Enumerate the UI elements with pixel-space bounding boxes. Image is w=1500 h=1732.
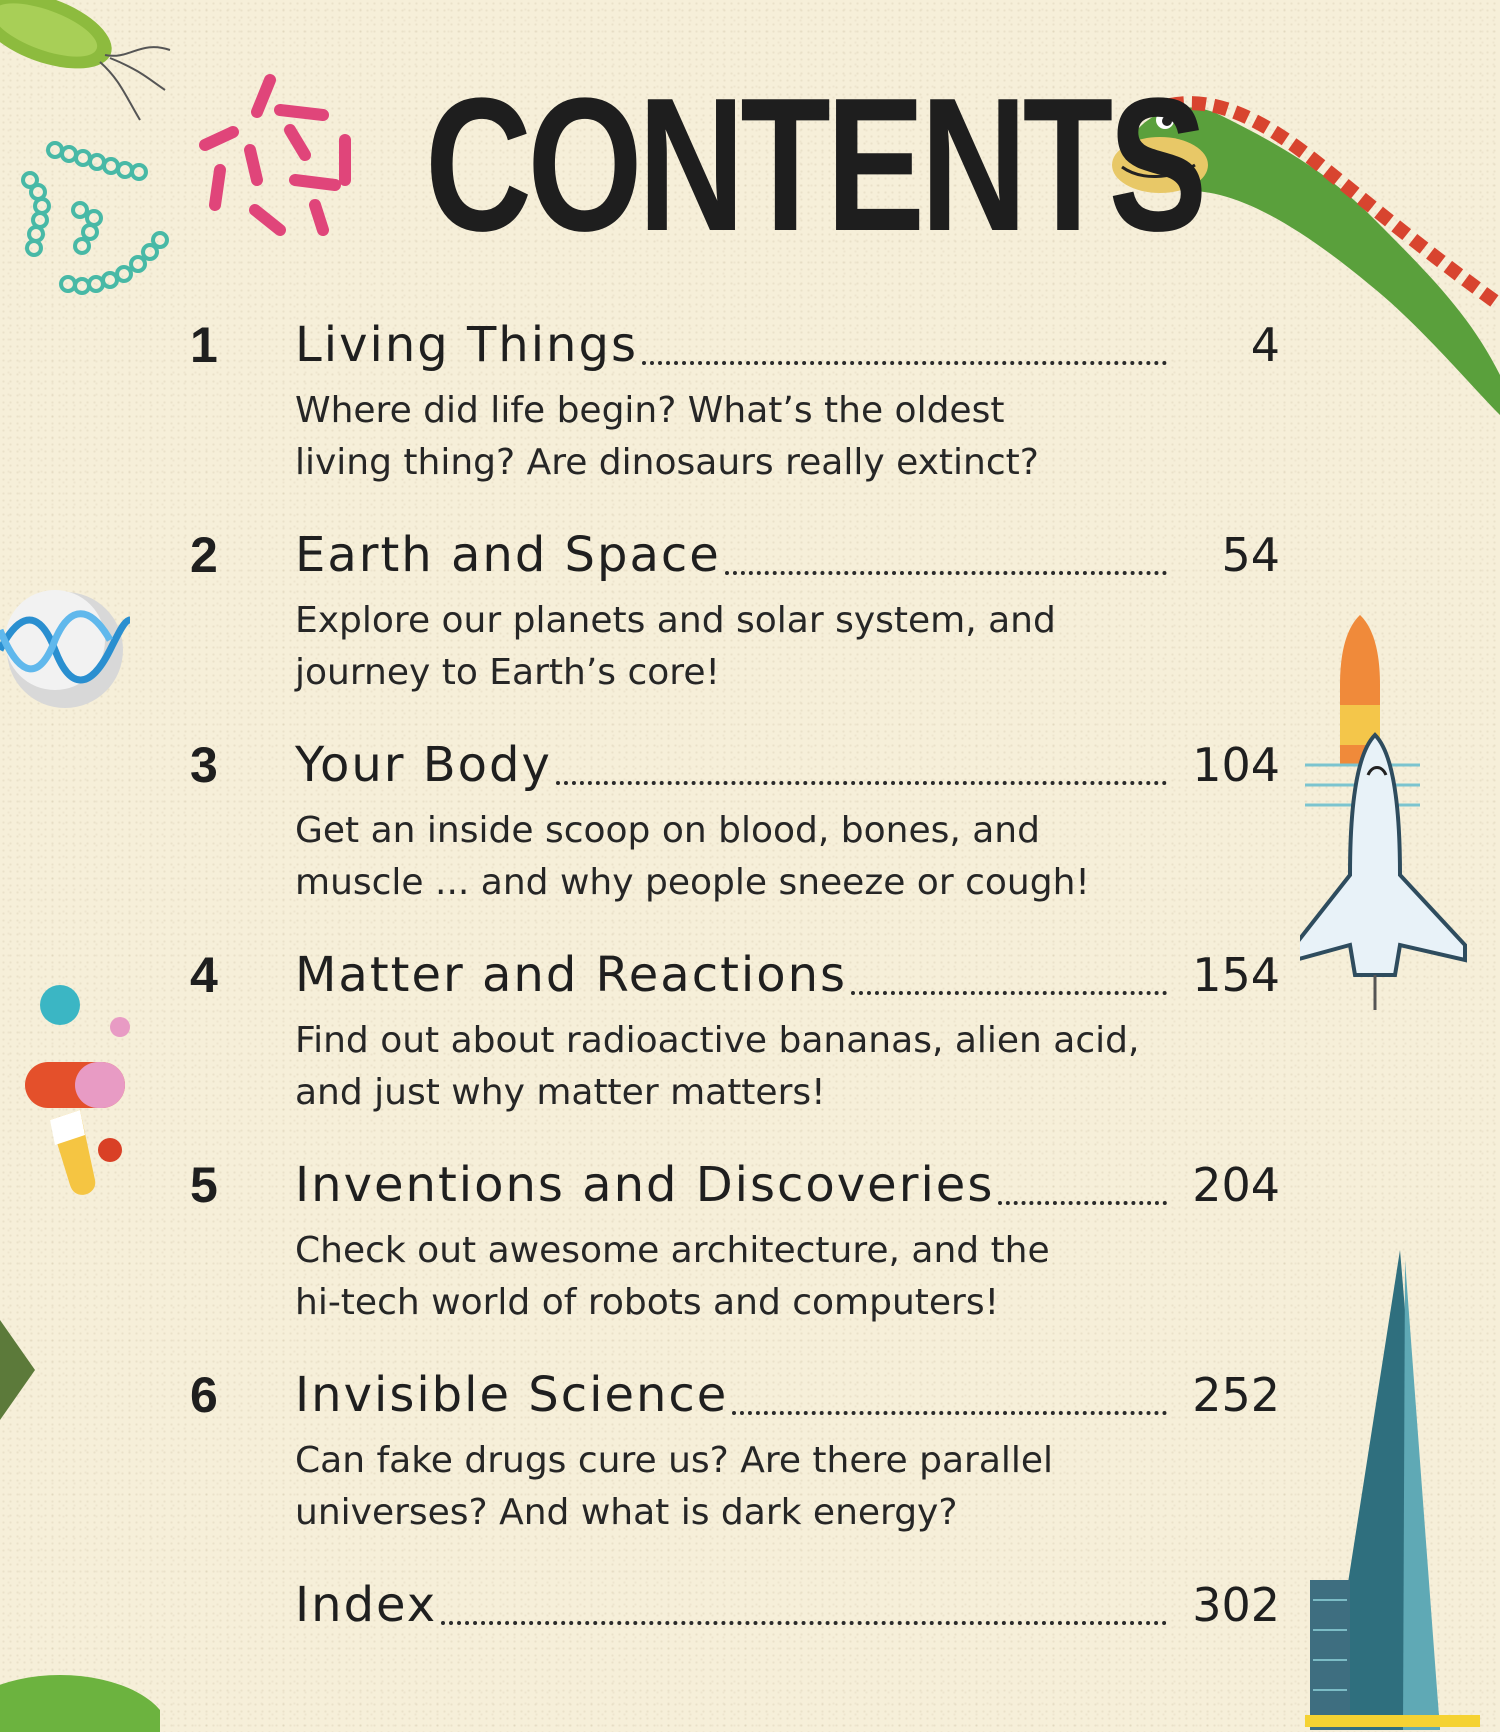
chapter-number: 4 [190, 947, 218, 1003]
dot-leader [732, 1411, 1167, 1415]
pills-molecules-illustration [20, 980, 140, 1210]
page-number: 54 [1221, 528, 1280, 582]
pink-rod-bacteria-illustration [195, 70, 375, 250]
dot-leader [556, 781, 1167, 785]
chapter-number: 6 [190, 1367, 218, 1423]
leaf-illustration [0, 1320, 40, 1430]
page-number: 154 [1192, 948, 1280, 1002]
chapter-title[interactable]: Matter and Reactions [295, 947, 848, 1003]
green-blob-illustration [0, 1640, 160, 1732]
chapter-title[interactable]: Inventions and Discoveries [295, 1157, 995, 1213]
page-title: CONTENTS [425, 59, 1203, 271]
index-title[interactable]: Index [295, 1577, 438, 1633]
chapter-description: Where did life begin? What’s the oldest living thing? Are dinosaurs really extinct? [295, 390, 1039, 483]
dot-leader [441, 1621, 1167, 1625]
chapter-description: Can fake drugs cure us? Are there parallel universes? And what is dark energy? [295, 1440, 1054, 1533]
page-number: 302 [1192, 1578, 1280, 1632]
chapter-title[interactable]: Invisible Science [295, 1367, 729, 1423]
chapter-number: 3 [190, 737, 218, 793]
chapter-description: Get an inside scoop on blood, bones, and muscle ... and why people sneeze or cough! [295, 810, 1090, 903]
chapter-title[interactable]: Living Things [295, 317, 638, 373]
chapter-description: Explore our planets and solar system, and journey to Earth’s core! [295, 600, 1056, 693]
skyscraper-illustration [1305, 1250, 1500, 1732]
page-number: 204 [1192, 1158, 1280, 1212]
page-number: 252 [1192, 1368, 1280, 1422]
space-shuttle-illustration [1300, 615, 1500, 1015]
cocci-chain-illustration [10, 130, 180, 310]
dot-leader [642, 361, 1167, 365]
page-number: 4 [1250, 318, 1280, 372]
chapter-number: 1 [190, 317, 218, 373]
dot-leader [725, 571, 1167, 575]
page-number: 104 [1192, 738, 1280, 792]
chapter-description: Find out about radioactive bananas, alien acid, and just why matter matters! [295, 1020, 1140, 1113]
dot-leader [998, 1201, 1167, 1205]
chapter-title[interactable]: Your Body [295, 737, 552, 793]
bacteria-illustration [0, 0, 180, 130]
chapter-description: Check out awesome architecture, and the hi-tech world of robots and computers! [295, 1230, 1050, 1323]
chapter-number: 2 [190, 527, 218, 583]
dot-leader [851, 991, 1167, 995]
dna-sphere-illustration [0, 590, 130, 710]
chapter-number: 5 [190, 1157, 218, 1213]
chapter-title[interactable]: Earth and Space [295, 527, 721, 583]
